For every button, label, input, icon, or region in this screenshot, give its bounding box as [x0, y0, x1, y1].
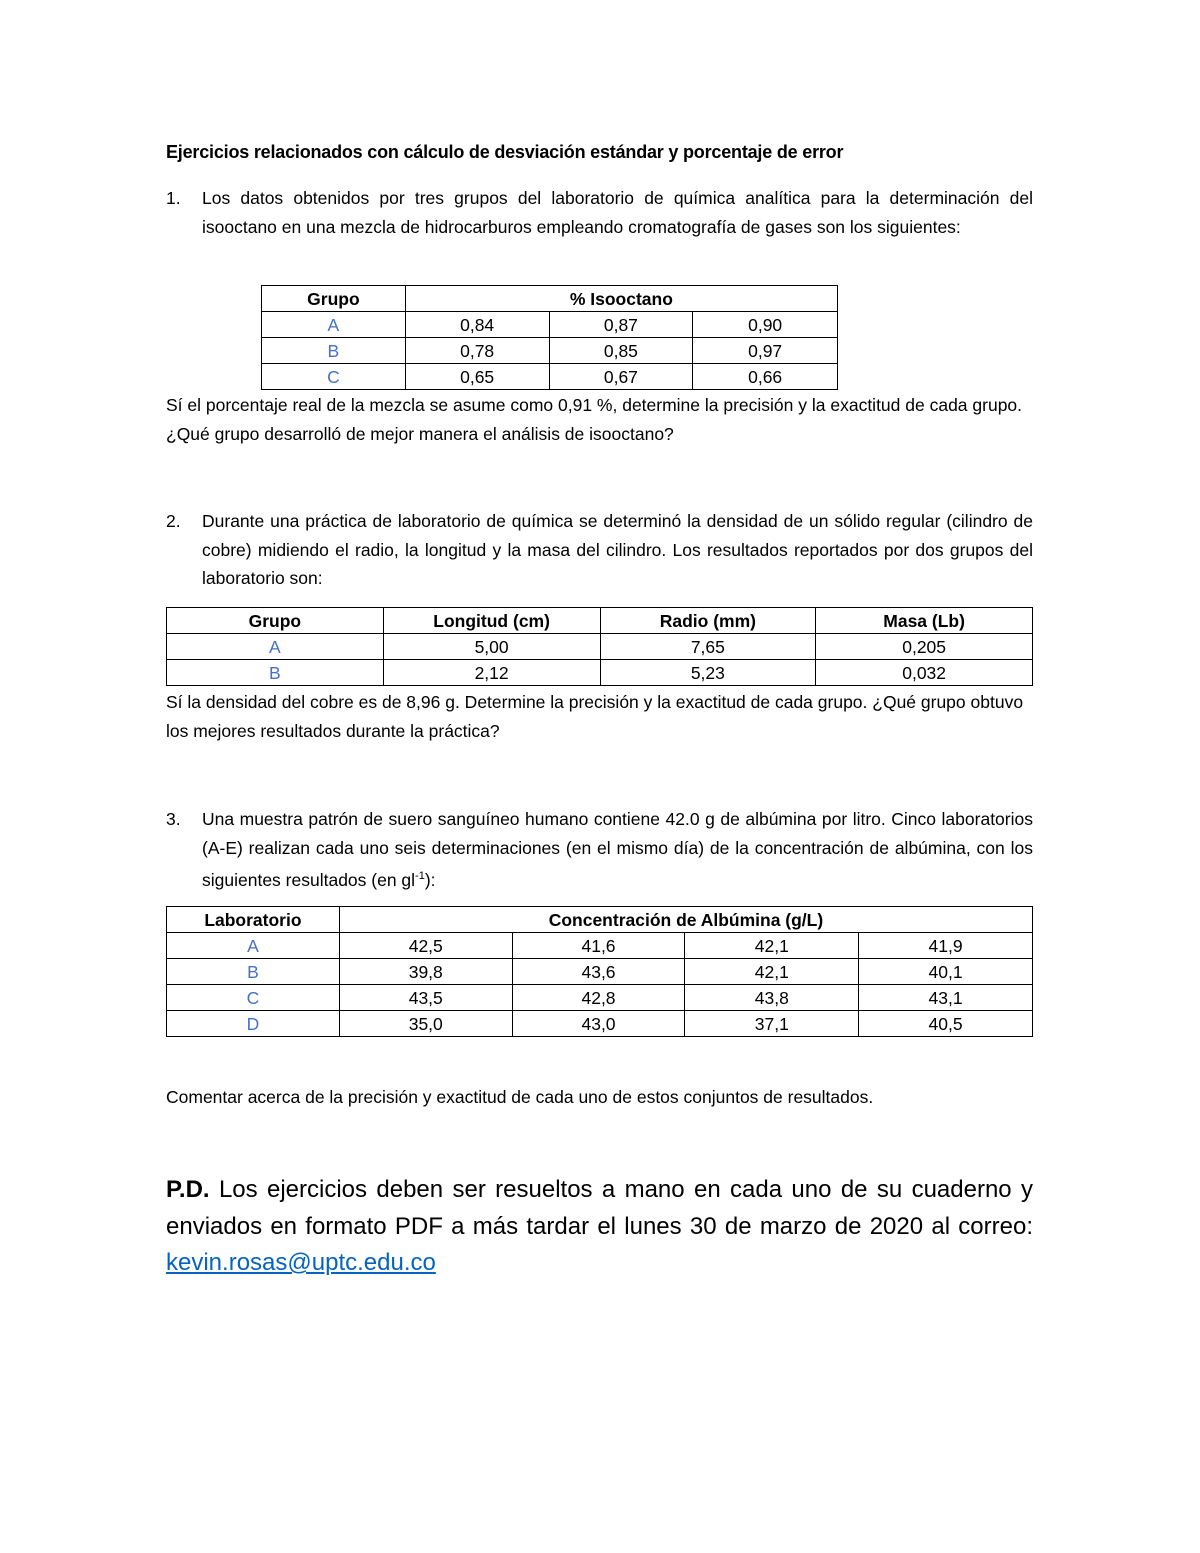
table-row — [262, 312, 838, 338]
table-cell: 0,205 — [816, 634, 1033, 660]
table-cell: 0,032 — [816, 660, 1033, 686]
isooctane-table — [261, 285, 838, 390]
table-cell: 0,66 — [693, 364, 838, 390]
row-label: C — [262, 364, 406, 390]
table-cell: 0,65 — [405, 364, 549, 390]
table-cell: 41,6 — [512, 933, 685, 959]
table-row — [167, 933, 1033, 959]
exercise-2-question: Sí la densidad del cobre es de 8,96 g. Determine la precisión y la exactitud de cada grupo. ¿Qué grupo obtuvo los mejores resultados durante la práctica? — [166, 692, 1024, 741]
albumin-table — [166, 906, 1033, 1037]
exercise-2-number: 2. — [166, 511, 181, 531]
table-row — [167, 959, 1033, 985]
table-cell: 7,65 — [600, 634, 816, 660]
exercise-3-number: 3. — [166, 809, 181, 829]
exercise-2 — [166, 507, 1033, 593]
exercise-3-comment: Comentar acerca de la precisión y exactitud de cada uno de estos conjuntos de resultados. — [166, 1087, 874, 1107]
exercise-3-text-before: Una muestra patrón de suero sanguíneo humano contiene 42.0 g de albúmina por litro. Cinco laboratorios (A-E) realizan cada uno seis determinaciones (en el mismo día) de la concentración de albúmina, con los siguientes resultados (en gl — [202, 809, 1033, 890]
row-label: B — [262, 338, 406, 364]
table-cell: 42,1 — [685, 959, 859, 985]
table-cell: 43,6 — [512, 959, 685, 985]
table-cell: 40,1 — [859, 959, 1033, 985]
table-row — [262, 338, 838, 364]
header-isooctano: % Isooctano — [405, 286, 837, 312]
header-longitud: Longitud (cm) — [383, 608, 600, 634]
row-label: A — [167, 933, 340, 959]
email-link[interactable]: kevin.rosas@uptc.edu.co — [166, 1249, 436, 1276]
table-cell: 43,8 — [685, 985, 859, 1011]
table-row — [167, 985, 1033, 1011]
row-label: A — [167, 634, 384, 660]
copper-cylinder-table — [166, 607, 1033, 686]
exercise-1-number: 1. — [166, 188, 181, 208]
table-header-row — [262, 286, 838, 312]
header-radio: Radio (mm) — [600, 608, 816, 634]
table-cell: 42,8 — [512, 985, 685, 1011]
row-label: C — [167, 985, 340, 1011]
row-label: B — [167, 660, 384, 686]
table-cell: 5,23 — [600, 660, 816, 686]
exercise-3-superscript: -1 — [415, 870, 425, 882]
postscript-text: Los ejercicios deben ser resueltos a mano en cada uno de su cuaderno y enviados en formato PDF a más tardar el lunes 30 de marzo de 2020 al correo: — [166, 1176, 1033, 1240]
postscript-label: P.D. — [166, 1176, 210, 1203]
table-cell: 43,5 — [339, 985, 512, 1011]
table-cell: 41,9 — [859, 933, 1033, 959]
table-cell: 0,97 — [693, 338, 838, 364]
row-label: A — [262, 312, 406, 338]
table-cell: 5,00 — [383, 634, 600, 660]
table-cell: 0,84 — [405, 312, 549, 338]
table-cell: 43,1 — [859, 985, 1033, 1011]
table-row — [167, 1011, 1033, 1037]
document-title: Ejercicios relacionados con cálculo de desviación estándar y porcentaje de error — [166, 142, 844, 162]
exercise-3 — [166, 805, 1033, 894]
table-row — [262, 364, 838, 390]
table-header-row — [167, 608, 1033, 634]
table-row — [167, 634, 1033, 660]
header-masa: Masa (Lb) — [816, 608, 1033, 634]
table-cell: 0,90 — [693, 312, 838, 338]
row-label: B — [167, 959, 340, 985]
exercise-3-text — [202, 805, 1033, 894]
table-cell: 42,1 — [685, 933, 859, 959]
header-grupo: Grupo — [167, 608, 384, 634]
header-concentracion: Concentración de Albúmina (g/L) — [339, 907, 1032, 933]
header-laboratorio: Laboratorio — [167, 907, 340, 933]
table-cell: 43,0 — [512, 1011, 685, 1037]
table-cell: 0,85 — [549, 338, 693, 364]
header-grupo: Grupo — [262, 286, 406, 312]
postscript — [166, 1172, 1033, 1282]
exercise-1 — [166, 184, 1033, 241]
table-cell: 39,8 — [339, 959, 512, 985]
table-cell: 0,87 — [549, 312, 693, 338]
exercise-3-text-after: ): — [424, 869, 436, 890]
table-cell: 40,5 — [859, 1011, 1033, 1037]
exercise-1-question: Sí el porcentaje real de la mezcla se asume como 0,91 %, determine la precisión y la exactitud de cada grupo. ¿Qué grupo desarrolló de mejor manera el análisis de isooctano? — [166, 395, 1023, 444]
table-cell: 0,67 — [549, 364, 693, 390]
table-cell: 37,1 — [685, 1011, 859, 1037]
table-header-row — [167, 907, 1033, 933]
exercise-1-text: Los datos obtenidos por tres grupos del laboratorio de química analítica para la determinación del isooctano en una mezcla de hidrocarburos empleando cromatografía de gases son los siguientes: — [202, 188, 1033, 237]
table-cell: 42,5 — [339, 933, 512, 959]
table-row — [167, 660, 1033, 686]
table-cell: 0,78 — [405, 338, 549, 364]
exercise-2-text: Durante una práctica de laboratorio de química se determinó la densidad de un sólido regular (cilindro de cobre) midiendo el radio, la longitud y la masa del cilindro. Los resultados reportados por dos grupos del laboratorio son: — [202, 511, 1033, 588]
table-cell: 2,12 — [383, 660, 600, 686]
row-label: D — [167, 1011, 340, 1037]
table-cell: 35,0 — [339, 1011, 512, 1037]
